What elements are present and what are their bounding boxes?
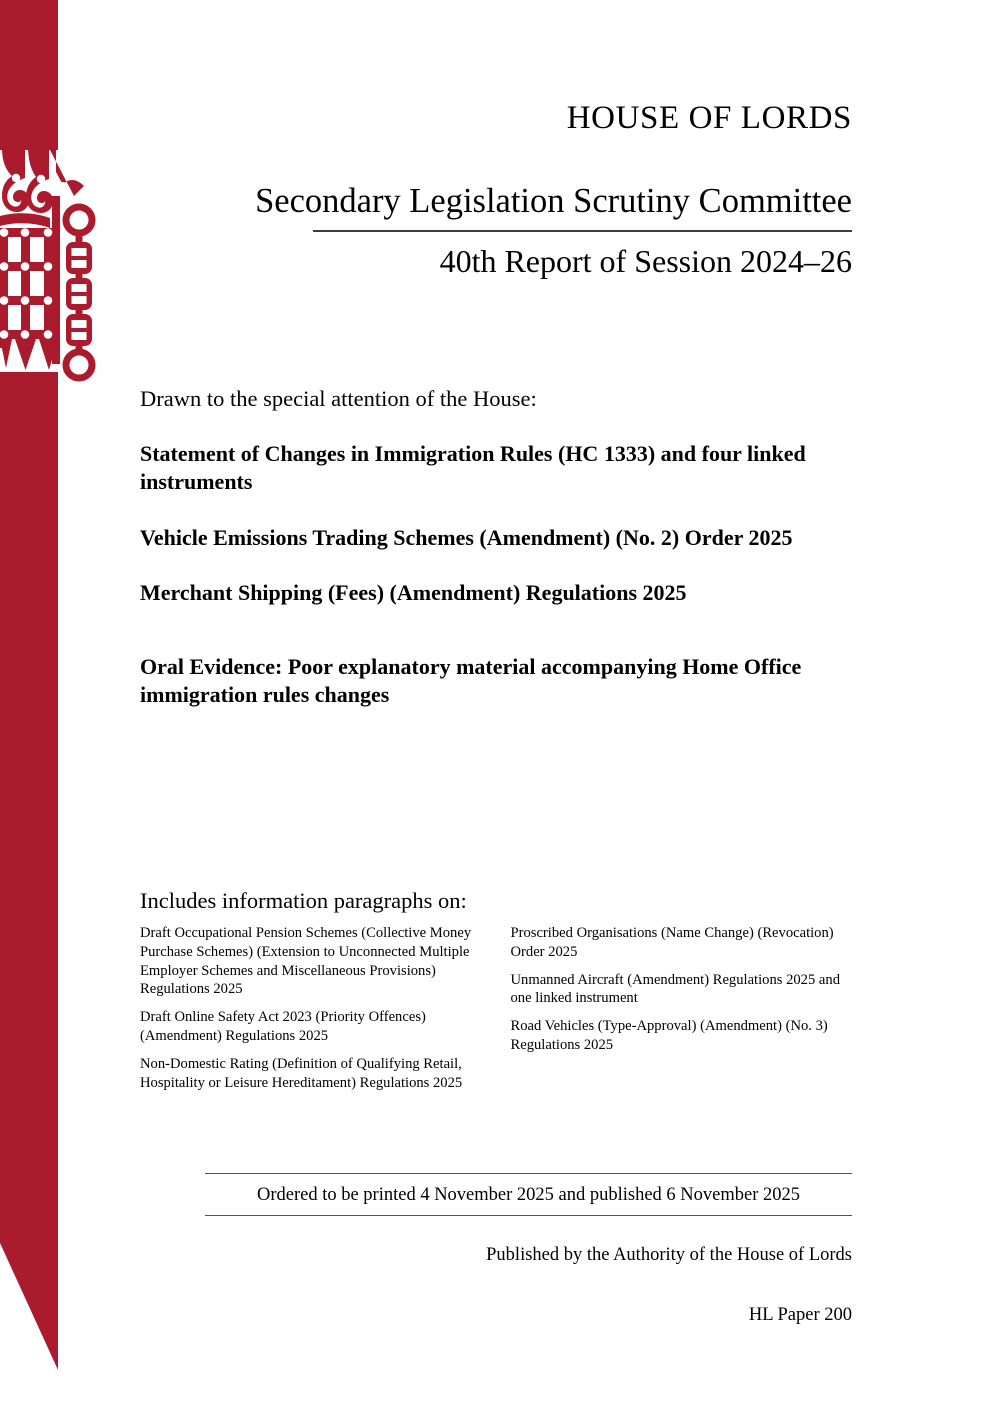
attention-item: Oral Evidence: Poor explanatory material accompanying Home Office immigration rules changes [140,653,802,708]
includes-heading: Includes information paragraphs on: [140,888,467,913]
attention-item: Merchant Shipping (Fees) (Amendment) Regulations 2025 [140,579,687,605]
includes-columns [140,924,855,1093]
report-session-line: 40th Report of Session 2024–26 [439,242,852,279]
includes-left-column [140,924,485,1093]
special-attention-lead: Drawn to the special attention of the House: [140,386,537,411]
includes-entry: Road Vehicles (Type-Approval) (Amendment) (No. 3) Regulations 2025 [510,1018,828,1054]
includes-entry: Non-Domestic Rating (Definition of Qualifying Retail, Hospitality or Leisure Hereditament) Regulations 2025 [140,1055,463,1091]
cover-header [140,100,852,280]
includes-right-column [511,924,856,1093]
footer-rule-bottom [205,1215,852,1216]
includes-entry: Unmanned Aircraft (Amendment) Regulations 2025 and one linked instrument [510,971,840,1007]
includes-entry: Draft Online Safety Act 2023 (Priority Offences) (Amendment) Regulations 2025 [140,1009,426,1045]
brand-band [0,0,120,1401]
includes-entry: Draft Occupational Pension Schemes (Collective Money Purchase Schemes) (Extension to Unconnected Multiple Employer Schemes and Miscellaneous Provisions) Regulations 2025 [140,925,472,998]
published-by-line: Published by the Authority of the House of Lords [486,1245,852,1266]
includes-entry: Proscribed Organisations (Name Change) (Revocation) Order 2025 [510,925,834,960]
ordered-printed-line: Ordered to be printed 4 November 2025 and published 6 November 2025 [256,1185,801,1205]
title-divider-rule [313,230,852,232]
crowned-portcullis-icon [0,0,120,1401]
house-of-lords-title: HOUSE OF LORDS [566,100,852,136]
cover-footer [205,1173,852,1327]
attention-item: Vehicle Emissions Trading Schemes (Amendment) (No. 2) Order 2025 [140,524,793,550]
attention-item: Statement of Changes in Immigration Rules (HC 1333) and four linked instruments [140,441,806,495]
paper-number: HL Paper 200 [748,1305,852,1326]
special-attention-section [140,384,855,709]
committee-name: Secondary Legislation Scrutiny Committee [255,182,852,221]
